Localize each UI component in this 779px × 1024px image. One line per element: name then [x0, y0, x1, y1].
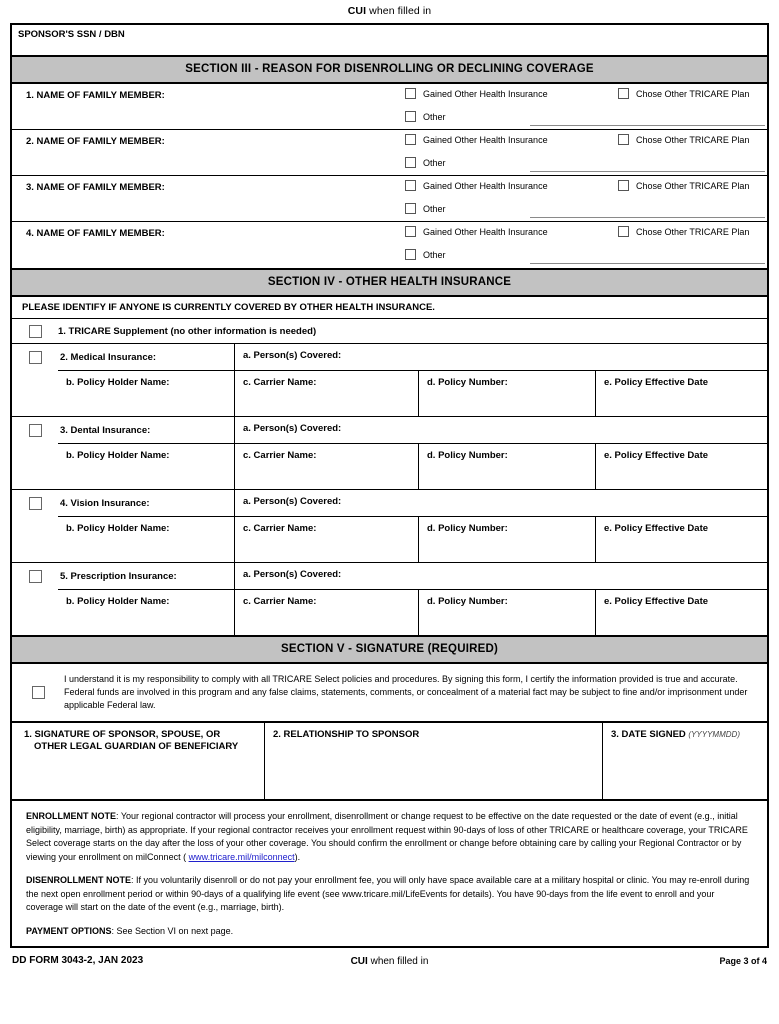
vision-policy-holder-field[interactable]: [58, 517, 234, 562]
family-member-label-4: 4. NAME OF FAMILY MEMBER:: [26, 228, 165, 239]
family-member-row-4: [12, 222, 767, 268]
chose-other-tricare-option-4[interactable]: [618, 226, 749, 237]
medical-policy-holder-field[interactable]: [58, 371, 234, 416]
insurance-block-dental: [12, 417, 767, 490]
dental-policy-effective-date-field[interactable]: [595, 444, 767, 489]
supplement-label-wrap: [58, 326, 316, 337]
chose-other-tricare-checkbox-2[interactable]: [618, 134, 629, 145]
enrollment-note-body-1: : Your regional contractor will process your enrollment, disenrollment or change request to be effective on the date requested or the date of event (e.g., initial eligibility, marriage, birth) as appropriate. If your regional contractor receives your enrollment request within 90-days of loss of other TRICARE or healthcare coverage, your TRICARE Select coverage starts on the day after the loss of your other coverage. You should confirm the enrollment or change before obtaining care by calling your Regional Contractor or by viewing your enrollment on milConnect (: [26, 811, 748, 862]
certification-checkbox-cell[interactable]: [12, 673, 64, 712]
vision-carrier-name-label: c. Carrier Name:: [243, 523, 317, 534]
medical-policy-effective-date-label: e. Policy Effective Date: [604, 377, 709, 388]
signature-label-line2: OTHER LEGAL GUARDIAN OF BENEFICIARY: [34, 741, 239, 753]
vision-persons-covered-field[interactable]: [234, 490, 767, 516]
payment-options-body: : See Section VI on next page.: [111, 925, 234, 936]
signature-field[interactable]: [12, 723, 264, 799]
other-reason-input-line-1[interactable]: [530, 125, 765, 126]
cui-header-banner: [0, 0, 779, 23]
gained-other-insurance-checkbox-3[interactable]: [405, 180, 416, 191]
dental-carrier-name-label: c. Carrier Name:: [243, 450, 317, 461]
relationship-to-sponsor-label: 2. RELATIONSHIP TO SPONSOR: [273, 729, 420, 741]
medical-insurance-label: 2. Medical Insurance:: [60, 351, 157, 363]
family-member-label-2: 2. NAME OF FAMILY MEMBER:: [26, 136, 165, 147]
gained-other-insurance-option-1[interactable]: [405, 88, 548, 99]
vision-insurance-label: 4. Vision Insurance:: [60, 497, 150, 509]
dental-policy-holder-field[interactable]: [58, 444, 234, 489]
prescription-insurance-label: 5. Prescription Insurance:: [60, 570, 177, 582]
section-3-header: [12, 55, 767, 84]
family-member-row-1: [12, 84, 767, 130]
prescription-insurance-header-row: [12, 563, 767, 589]
dental-persons-covered-label: a. Person(s) Covered:: [243, 423, 342, 434]
gained-other-insurance-option-4[interactable]: [405, 226, 548, 237]
vision-insurance-checkbox[interactable]: [29, 497, 42, 510]
prescription-persons-covered-field[interactable]: [234, 563, 767, 589]
section-5-header: [12, 635, 767, 664]
vision-policy-effective-date-field[interactable]: [595, 517, 767, 562]
vision-checkbox-cell[interactable]: [12, 490, 58, 516]
section-5-title: SECTION V - SIGNATURE (REQUIRED): [280, 643, 499, 655]
chose-other-tricare-checkbox-1[interactable]: [618, 88, 629, 99]
disenrollment-note: [26, 874, 753, 915]
milconnect-link[interactable]: www.tricare.mil/milconnect: [188, 851, 295, 862]
cui-footer-banner: [10, 956, 769, 967]
other-reason-label-1: Other: [423, 111, 446, 122]
prescription-policy-number-label: d. Policy Number:: [427, 596, 508, 607]
other-reason-label-4: Other: [423, 249, 446, 260]
dental-policy-holder-label: b. Policy Holder Name:: [66, 450, 170, 461]
medical-carrier-name-label: c. Carrier Name:: [243, 377, 317, 388]
other-reason-option-2[interactable]: [405, 157, 446, 168]
supplement-checkbox[interactable]: [29, 325, 42, 338]
enrollment-note-body-2: ).: [294, 851, 301, 862]
prescription-persons-covered-label: a. Person(s) Covered:: [243, 569, 342, 580]
cui-footer-rest: when filled in: [367, 956, 429, 968]
prescription-carrier-name-label: c. Carrier Name:: [243, 596, 317, 607]
chose-other-tricare-label-2: Chose Other TRICARE Plan: [636, 134, 750, 145]
gained-other-insurance-option-2[interactable]: [405, 134, 548, 145]
section-4-header: [12, 268, 767, 297]
certification-checkbox[interactable]: [32, 686, 45, 699]
chose-other-tricare-option-1[interactable]: [618, 88, 749, 99]
signature-label-line1: 1. SIGNATURE OF SPONSOR, SPOUSE, OR: [24, 729, 221, 741]
other-reason-option-3[interactable]: [405, 203, 446, 214]
vision-policy-number-field[interactable]: [418, 517, 595, 562]
chose-other-tricare-label-1: Chose Other TRICARE Plan: [636, 88, 750, 99]
supplement-label: 1. TRICARE Supplement: [58, 325, 168, 337]
section-4-instruction-text: PLEASE IDENTIFY IF ANYONE IS CURRENTLY COVERED BY OTHER HEALTH INSURANCE.: [22, 302, 435, 313]
certification-text: I understand it is my responsibility to comply with all TRICARE Select policies and procedures. By signing this form, I certify the information provided is true and accurate. Federal funds are involved in this program and any false claims, statements, comments, or concealment of a material fact may be subject to fine and/or imprisonment under applicable Federal law.: [64, 674, 748, 711]
other-reason-label-2: Other: [423, 157, 446, 168]
medical-insurance-detail-row: [58, 370, 767, 416]
date-signed-label: 3. DATE SIGNED: [611, 729, 686, 741]
cui-header-rest: when filled in: [366, 5, 432, 17]
family-member-name-field-1[interactable]: [12, 84, 397, 129]
family-member-name-field-2[interactable]: [12, 130, 397, 175]
notes-section: [12, 801, 767, 946]
other-reason-option-4[interactable]: [405, 249, 446, 260]
prescription-policy-number-field[interactable]: [418, 590, 595, 635]
chose-other-tricare-option-2[interactable]: [618, 134, 749, 145]
family-member-label-1: 1. NAME OF FAMILY MEMBER:: [26, 90, 165, 101]
enrollment-note-title: ENROLLMENT NOTE: [26, 811, 116, 822]
insurance-block-supplement: [12, 319, 767, 344]
medical-insurance-checkbox[interactable]: [29, 351, 42, 364]
dental-checkbox-cell[interactable]: [12, 417, 58, 443]
chose-other-tricare-checkbox-4[interactable]: [618, 226, 629, 237]
prescription-carrier-name-field[interactable]: [234, 590, 418, 635]
other-reason-input-line-3[interactable]: [530, 217, 765, 218]
enrollment-note: [26, 810, 753, 864]
medical-carrier-name-field[interactable]: [234, 371, 418, 416]
gained-other-insurance-label-4: Gained Other Health Insurance: [423, 226, 548, 237]
sponsor-ssn-row[interactable]: [12, 25, 767, 55]
other-reason-input-line-2[interactable]: [530, 171, 765, 172]
other-reason-label-3: Other: [423, 203, 446, 214]
date-signed-format: (YYYYMMDD): [688, 730, 740, 740]
dental-insurance-label: 3. Dental Insurance:: [60, 424, 151, 436]
other-reason-option-1[interactable]: [405, 111, 446, 122]
date-signed-field[interactable]: [602, 723, 767, 799]
supplement-note: (no other information is needed): [170, 325, 317, 337]
gained-other-insurance-checkbox-2[interactable]: [405, 134, 416, 145]
prescription-policy-holder-label: b. Policy Holder Name:: [66, 596, 170, 607]
disenrollment-note-body: : If you voluntarily disenroll or do not pay your enrollment fee, you will only have space available care at a military hospital or clinic. You may re-enroll during the next open enrollment period or within 90-days of a qualifying life event (see www.tricare.mil/LifeEvents for details). You have 90-days from the life event to enroll and your coverage will start on the date of the event (e.g., marriage, birth).: [26, 875, 750, 913]
family-member-row-2: [12, 130, 767, 176]
medical-checkbox-cell[interactable]: [12, 344, 58, 370]
payment-options-title: PAYMENT OPTIONS: [26, 925, 112, 936]
prescription-checkbox-cell[interactable]: [12, 563, 58, 589]
dental-policy-number-field[interactable]: [418, 444, 595, 489]
prescription-policy-holder-field[interactable]: [58, 590, 234, 635]
page-number: Page 3 of 4: [719, 956, 767, 967]
dental-policy-effective-date-label: e. Policy Effective Date: [604, 450, 709, 461]
form-body: [10, 23, 769, 948]
vision-persons-covered-label: a. Person(s) Covered:: [243, 496, 342, 507]
supplement-row: [12, 319, 767, 343]
dental-insurance-detail-row: [58, 443, 767, 489]
medical-persons-covered-label: a. Person(s) Covered:: [243, 350, 342, 361]
section-3-title: SECTION III - REASON FOR DISENROLLING OR DECLINING COVERAGE: [185, 63, 594, 75]
vision-policy-holder-label: b. Policy Holder Name:: [66, 523, 170, 534]
family-member-options-1: [397, 84, 767, 129]
gained-other-insurance-option-3[interactable]: [405, 180, 548, 191]
medical-policy-number-field[interactable]: [418, 371, 595, 416]
chose-other-tricare-checkbox-3[interactable]: [618, 180, 629, 191]
dental-policy-number-label: d. Policy Number:: [427, 450, 508, 461]
family-member-options-2: [397, 130, 767, 175]
family-member-row-3: [12, 176, 767, 222]
supplement-checkbox-cell[interactable]: [12, 319, 58, 343]
section-4-instruction: [12, 297, 767, 319]
other-reason-checkbox-2[interactable]: [405, 157, 416, 168]
dental-insurance-header-row: [12, 417, 767, 443]
family-member-options-3: [397, 176, 767, 221]
page-footer: [10, 948, 769, 974]
prescription-policy-effective-date-field[interactable]: [595, 590, 767, 635]
prescription-insurance-detail-row: [58, 589, 767, 635]
cui-header-bold: CUI: [347, 5, 367, 17]
certification-row: [12, 664, 767, 723]
dental-carrier-name-field[interactable]: [234, 444, 418, 489]
insurance-block-medical: [12, 344, 767, 417]
other-reason-checkbox-4[interactable]: [405, 249, 416, 260]
form-identifier: DD FORM 3043-2, JAN 2023: [12, 955, 144, 967]
vision-policy-effective-date-label: e. Policy Effective Date: [604, 523, 709, 534]
sponsor-ssn-label: SPONSOR'S SSN / DBN: [18, 29, 125, 40]
gained-other-insurance-label-3: Gained Other Health Insurance: [423, 180, 548, 191]
family-member-options-4: [397, 222, 767, 268]
gained-other-insurance-label-1: Gained Other Health Insurance: [423, 88, 548, 99]
disenrollment-note-title: DISENROLLMENT NOTE: [26, 875, 131, 886]
chose-other-tricare-option-3[interactable]: [618, 180, 749, 191]
section-4-title: SECTION IV - OTHER HEALTH INSURANCE: [267, 276, 512, 288]
insurance-block-prescription: [12, 563, 767, 635]
other-reason-checkbox-3[interactable]: [405, 203, 416, 214]
cui-footer-bold: CUI: [350, 956, 368, 968]
chose-other-tricare-label-4: Chose Other TRICARE Plan: [636, 226, 750, 237]
dental-persons-covered-field[interactable]: [234, 417, 767, 443]
medical-insurance-header-row: [12, 344, 767, 370]
family-member-label-3: 3. NAME OF FAMILY MEMBER:: [26, 182, 165, 193]
medical-policy-holder-label: b. Policy Holder Name:: [66, 377, 170, 388]
vision-carrier-name-field[interactable]: [234, 517, 418, 562]
insurance-block-vision: [12, 490, 767, 563]
prescription-insurance-checkbox[interactable]: [29, 570, 42, 583]
gained-other-insurance-label-2: Gained Other Health Insurance: [423, 134, 548, 145]
dental-insurance-checkbox[interactable]: [29, 424, 42, 437]
other-reason-checkbox-1[interactable]: [405, 111, 416, 122]
medical-persons-covered-field[interactable]: [234, 344, 767, 370]
gained-other-insurance-checkbox-1[interactable]: [405, 88, 416, 99]
chose-other-tricare-label-3: Chose Other TRICARE Plan: [636, 180, 750, 191]
relationship-to-sponsor-field[interactable]: [264, 723, 602, 799]
family-member-name-field-3[interactable]: [12, 176, 397, 221]
payment-options-note: [26, 925, 753, 939]
vision-insurance-header-row: [12, 490, 767, 516]
vision-insurance-detail-row: [58, 516, 767, 562]
signature-row: [12, 723, 767, 801]
vision-policy-number-label: d. Policy Number:: [427, 523, 508, 534]
medical-policy-number-label: d. Policy Number:: [427, 377, 508, 388]
other-reason-input-line-4[interactable]: [530, 263, 765, 264]
prescription-policy-effective-date-label: e. Policy Effective Date: [604, 596, 709, 607]
medical-policy-effective-date-field[interactable]: [595, 371, 767, 416]
gained-other-insurance-checkbox-4[interactable]: [405, 226, 416, 237]
family-member-name-field-4[interactable]: [12, 222, 397, 268]
